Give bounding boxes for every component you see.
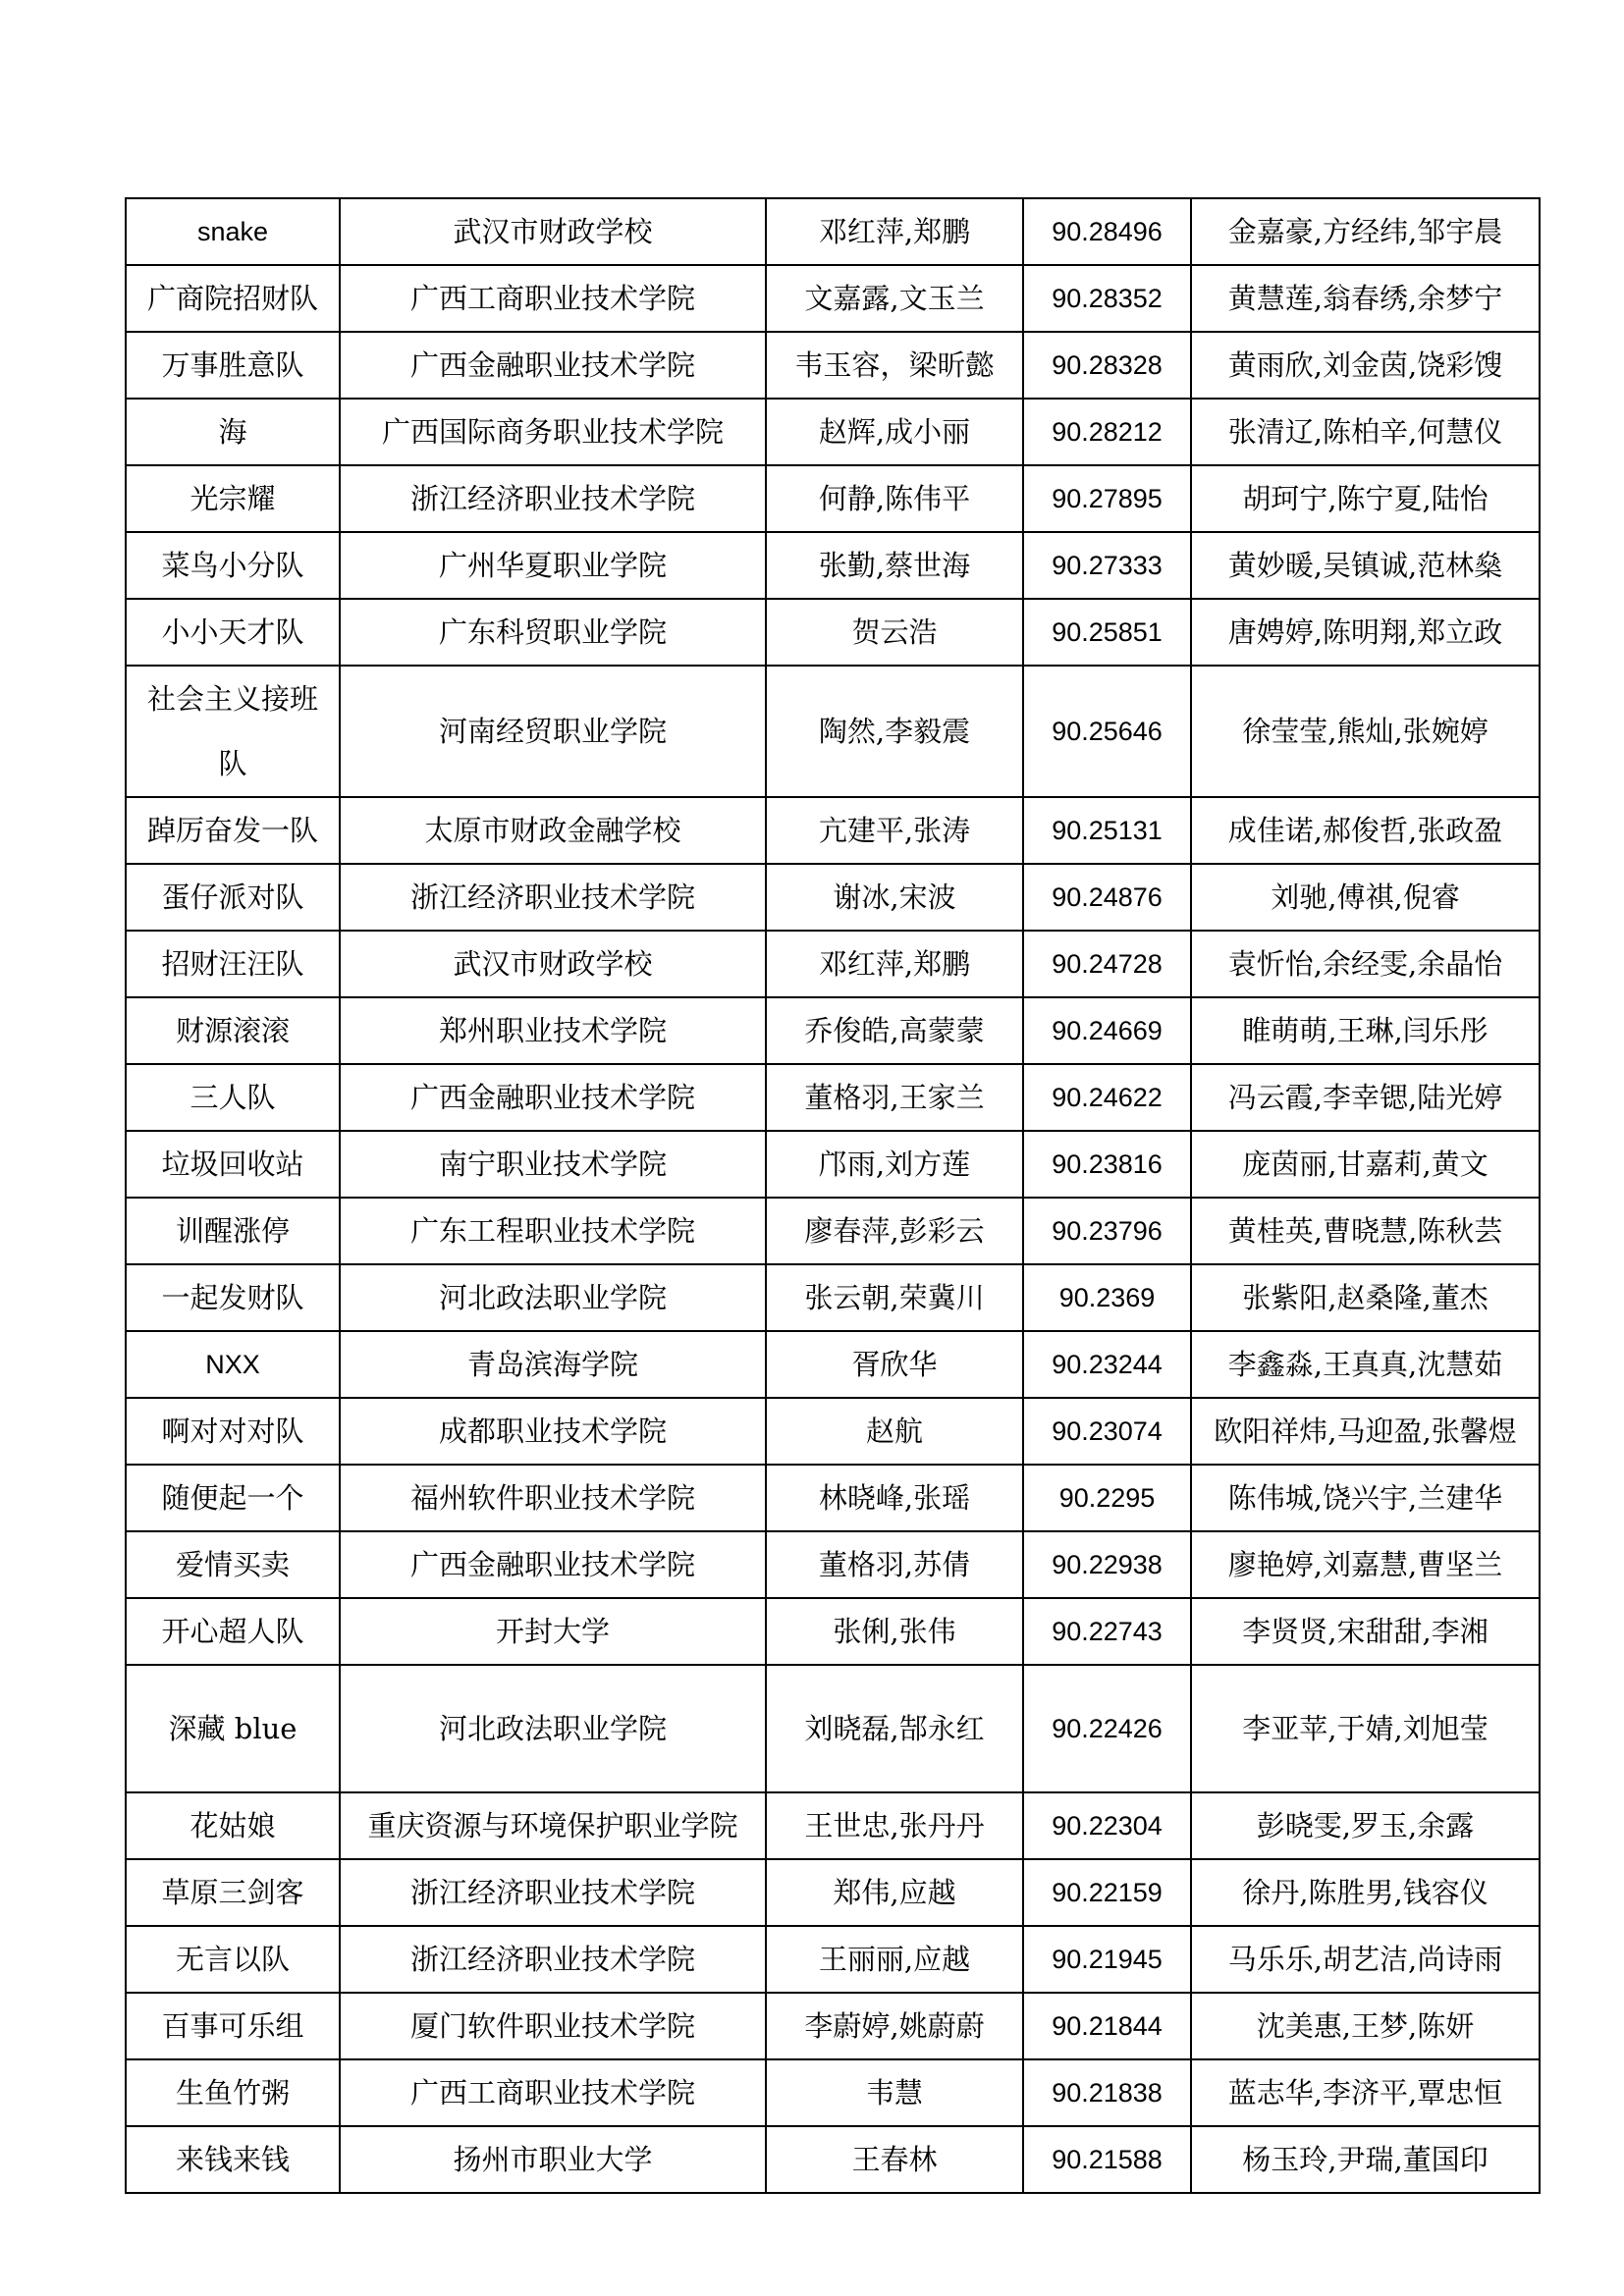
table-row: [126, 666, 1540, 797]
teachers-cell: 邓红萍,郑鹏: [766, 198, 1023, 265]
team-name-cell: 深藏 blue: [126, 1665, 340, 1792]
school-cell: 河北政法职业学院: [340, 1264, 766, 1331]
table-row: [126, 198, 1540, 265]
teachers-cell: 谢冰,宋波: [766, 864, 1023, 931]
teachers-cell: 赵辉,成小丽: [766, 399, 1023, 465]
school-cell: 成都职业技术学院: [340, 1398, 766, 1465]
score-cell: 90.22304: [1023, 1792, 1191, 1859]
score-cell: 90.21838: [1023, 2059, 1191, 2126]
team-name-cell: 来钱来钱: [126, 2126, 340, 2193]
table-row: [126, 797, 1540, 864]
team-name-cell: snake: [126, 198, 340, 265]
score-cell: 90.23796: [1023, 1198, 1191, 1264]
score-cell: 90.27333: [1023, 532, 1191, 599]
team-name-cell: 无言以队: [126, 1926, 340, 1993]
table-row: [126, 1131, 1540, 1198]
teachers-cell: 刘晓磊,郜永红: [766, 1665, 1023, 1792]
teachers-cell: 邝雨,刘方莲: [766, 1131, 1023, 1198]
score-cell: 90.24876: [1023, 864, 1191, 931]
school-cell: 福州软件职业技术学院: [340, 1465, 766, 1531]
score-cell: 90.2369: [1023, 1264, 1191, 1331]
teachers-cell: 亢建平,张涛: [766, 797, 1023, 864]
school-cell: 扬州市职业大学: [340, 2126, 766, 2193]
members-cell: 欧阳祥炜,马迎盈,张馨煜: [1191, 1398, 1540, 1465]
score-cell: 90.23816: [1023, 1131, 1191, 1198]
teachers-cell: 乔俊皓,高蒙蒙: [766, 997, 1023, 1064]
team-name-cell: 开心超人队: [126, 1598, 340, 1665]
teachers-cell: 张勤,蔡世海: [766, 532, 1023, 599]
table-row: [126, 465, 1540, 532]
team-name-cell: 随便起一个: [126, 1465, 340, 1531]
score-cell: 90.21588: [1023, 2126, 1191, 2193]
table-row: [126, 1926, 1540, 1993]
school-cell: 南宁职业技术学院: [340, 1131, 766, 1198]
school-cell: 太原市财政金融学校: [340, 797, 766, 864]
members-cell: 徐丹,陈胜男,钱容仪: [1191, 1859, 1540, 1926]
table-row: [126, 864, 1540, 931]
team-name-cell: 三人队: [126, 1064, 340, 1131]
members-cell: 李亚苹,于婧,刘旭莹: [1191, 1665, 1540, 1792]
teachers-cell: 贺云浩: [766, 599, 1023, 666]
members-cell: 杨玉玲,尹瑞,董国印: [1191, 2126, 1540, 2193]
members-cell: 黄慧莲,翁春绣,余梦宁: [1191, 265, 1540, 332]
school-cell: 开封大学: [340, 1598, 766, 1665]
table-row: [126, 532, 1540, 599]
school-cell: 广西金融职业技术学院: [340, 1531, 766, 1598]
score-cell: 90.25646: [1023, 666, 1191, 797]
team-name-cell: 万事胜意队: [126, 332, 340, 399]
table-row: [126, 1859, 1540, 1926]
table-row: [126, 1331, 1540, 1398]
school-cell: 广东工程职业技术学院: [340, 1198, 766, 1264]
team-name-cell: 垃圾回收站: [126, 1131, 340, 1198]
school-cell: 广西金融职业技术学院: [340, 332, 766, 399]
table-row: [126, 1531, 1540, 1598]
table-row: [126, 1665, 1540, 1792]
team-name-cell: 草原三剑客: [126, 1859, 340, 1926]
table-row: [126, 1598, 1540, 1665]
score-cell: 90.22743: [1023, 1598, 1191, 1665]
table-row: [126, 1792, 1540, 1859]
score-cell: 90.28496: [1023, 198, 1191, 265]
score-cell: 90.22938: [1023, 1531, 1191, 1598]
team-name-cell: 百事可乐组: [126, 1993, 340, 2059]
members-cell: 陈伟城,饶兴宇,兰建华: [1191, 1465, 1540, 1531]
members-cell: 金嘉豪,方经纬,邹宇晨: [1191, 198, 1540, 265]
members-cell: 李贤贤,宋甜甜,李湘: [1191, 1598, 1540, 1665]
team-name-cell: 踔厉奋发一队: [126, 797, 340, 864]
score-cell: 90.25851: [1023, 599, 1191, 666]
teachers-cell: 董格羽,苏倩: [766, 1531, 1023, 1598]
score-cell: 90.27895: [1023, 465, 1191, 532]
team-name-cell: 蛋仔派对队: [126, 864, 340, 931]
team-name-cell: 一起发财队: [126, 1264, 340, 1331]
school-cell: 广西国际商务职业技术学院: [340, 399, 766, 465]
score-cell: 90.25131: [1023, 797, 1191, 864]
members-cell: 徐莹莹,熊灿,张婉婷: [1191, 666, 1540, 797]
score-cell: 90.28352: [1023, 265, 1191, 332]
school-cell: 青岛滨海学院: [340, 1331, 766, 1398]
score-cell: 90.24669: [1023, 997, 1191, 1064]
members-cell: 唐娉婷,陈明翔,郑立政: [1191, 599, 1540, 666]
members-cell: 李鑫淼,王真真,沈慧茹: [1191, 1331, 1540, 1398]
school-cell: 浙江经济职业技术学院: [340, 864, 766, 931]
results-table-body: [126, 198, 1540, 2193]
table-row: [126, 399, 1540, 465]
members-cell: 张紫阳,赵桑隆,董杰: [1191, 1264, 1540, 1331]
team-name-cell: 广商院招财队: [126, 265, 340, 332]
table-row: [126, 1064, 1540, 1131]
school-cell: 广西工商职业技术学院: [340, 2059, 766, 2126]
table-row: [126, 2126, 1540, 2193]
school-cell: 重庆资源与环境保护职业学院: [340, 1792, 766, 1859]
school-cell: 广州华夏职业学院: [340, 532, 766, 599]
results-table: [125, 197, 1541, 2194]
school-cell: 浙江经济职业技术学院: [340, 1926, 766, 1993]
school-cell: 广东科贸职业学院: [340, 599, 766, 666]
team-name-cell: NXX: [126, 1331, 340, 1398]
team-name-cell: 海: [126, 399, 340, 465]
team-name-cell: 财源滚滚: [126, 997, 340, 1064]
teachers-cell: 郑伟,应越: [766, 1859, 1023, 1926]
table-row: [126, 1198, 1540, 1264]
members-cell: 袁忻怡,余经雯,余晶怡: [1191, 931, 1540, 997]
score-cell: 90.22159: [1023, 1859, 1191, 1926]
table-row: [126, 599, 1540, 666]
team-name-cell: 社会主义接班队: [126, 666, 340, 797]
score-cell: 90.23074: [1023, 1398, 1191, 1465]
teachers-cell: 赵航: [766, 1398, 1023, 1465]
members-cell: 庞茵丽,甘嘉莉,黄文: [1191, 1131, 1540, 1198]
school-cell: 河北政法职业学院: [340, 1665, 766, 1792]
table-row: [126, 1993, 1540, 2059]
teachers-cell: 韦慧: [766, 2059, 1023, 2126]
members-cell: 黄雨欣,刘金茵,饶彩馊: [1191, 332, 1540, 399]
table-row: [126, 332, 1540, 399]
teachers-cell: 王春林: [766, 2126, 1023, 2193]
members-cell: 冯云霞,李幸锶,陆光婷: [1191, 1064, 1540, 1131]
team-name-cell: 小小天才队: [126, 599, 340, 666]
members-cell: 彭晓雯,罗玉,余露: [1191, 1792, 1540, 1859]
members-cell: 睢萌萌,王琳,闫乐彤: [1191, 997, 1540, 1064]
team-name-cell: 爱情买卖: [126, 1531, 340, 1598]
team-name-cell: 菜鸟小分队: [126, 532, 340, 599]
score-cell: 90.23244: [1023, 1331, 1191, 1398]
teachers-cell: 张俐,张伟: [766, 1598, 1023, 1665]
members-cell: 刘驰,傅祺,倪睿: [1191, 864, 1540, 931]
score-cell: 90.28328: [1023, 332, 1191, 399]
teachers-cell: 邓红萍,郑鹏: [766, 931, 1023, 997]
team-name-cell: 光宗耀: [126, 465, 340, 532]
table-row: [126, 1465, 1540, 1531]
school-cell: 浙江经济职业技术学院: [340, 1859, 766, 1926]
school-cell: 厦门软件职业技术学院: [340, 1993, 766, 2059]
teachers-cell: 李蔚婷,姚蔚蔚: [766, 1993, 1023, 2059]
team-name-cell: 招财汪汪队: [126, 931, 340, 997]
table-row: [126, 1398, 1540, 1465]
table-row: [126, 931, 1540, 997]
teachers-cell: 韦玉容，梁昕懿: [766, 332, 1023, 399]
teachers-cell: 何静,陈伟平: [766, 465, 1023, 532]
school-cell: 郑州职业技术学院: [340, 997, 766, 1064]
team-name-cell: 训醒涨停: [126, 1198, 340, 1264]
teachers-cell: 陶然,李毅震: [766, 666, 1023, 797]
members-cell: 沈美惠,王梦,陈妍: [1191, 1993, 1540, 2059]
school-cell: 武汉市财政学校: [340, 198, 766, 265]
members-cell: 蓝志华,李济平,覃忠恒: [1191, 2059, 1540, 2126]
teachers-cell: 林晓峰,张瑶: [766, 1465, 1023, 1531]
members-cell: 廖艳婷,刘嘉慧,曹坚兰: [1191, 1531, 1540, 1598]
score-cell: 90.2295: [1023, 1465, 1191, 1531]
school-cell: 广西金融职业技术学院: [340, 1064, 766, 1131]
members-cell: 张清辽,陈柏辛,何慧仪: [1191, 399, 1540, 465]
members-cell: 胡珂宁,陈宁夏,陆怡: [1191, 465, 1540, 532]
score-cell: 90.21844: [1023, 1993, 1191, 2059]
teachers-cell: 廖春萍,彭彩云: [766, 1198, 1023, 1264]
teachers-cell: 胥欣华: [766, 1331, 1023, 1398]
team-name-cell: 生鱼竹粥: [126, 2059, 340, 2126]
team-name-cell: 花姑娘: [126, 1792, 340, 1859]
score-cell: 90.24622: [1023, 1064, 1191, 1131]
teachers-cell: 张云朝,荣冀川: [766, 1264, 1023, 1331]
team-name-cell: 啊对对对队: [126, 1398, 340, 1465]
members-cell: 黄妙暖,吴镇诚,范林燊: [1191, 532, 1540, 599]
members-cell: 成佳诺,郝俊哲,张政盈: [1191, 797, 1540, 864]
members-cell: 黄桂英,曹晓慧,陈秋芸: [1191, 1198, 1540, 1264]
members-cell: 马乐乐,胡艺洁,尚诗雨: [1191, 1926, 1540, 1993]
teachers-cell: 王丽丽,应越: [766, 1926, 1023, 1993]
table-row: [126, 997, 1540, 1064]
score-cell: 90.21945: [1023, 1926, 1191, 1993]
table-row: [126, 265, 1540, 332]
teachers-cell: 董格羽,王家兰: [766, 1064, 1023, 1131]
table-row: [126, 1264, 1540, 1331]
teachers-cell: 文嘉露,文玉兰: [766, 265, 1023, 332]
school-cell: 广西工商职业技术学院: [340, 265, 766, 332]
score-cell: 90.22426: [1023, 1665, 1191, 1792]
school-cell: 浙江经济职业技术学院: [340, 465, 766, 532]
score-cell: 90.24728: [1023, 931, 1191, 997]
school-cell: 河南经贸职业学院: [340, 666, 766, 797]
table-row: [126, 2059, 1540, 2126]
school-cell: 武汉市财政学校: [340, 931, 766, 997]
score-cell: 90.28212: [1023, 399, 1191, 465]
teachers-cell: 王世忠,张丹丹: [766, 1792, 1023, 1859]
